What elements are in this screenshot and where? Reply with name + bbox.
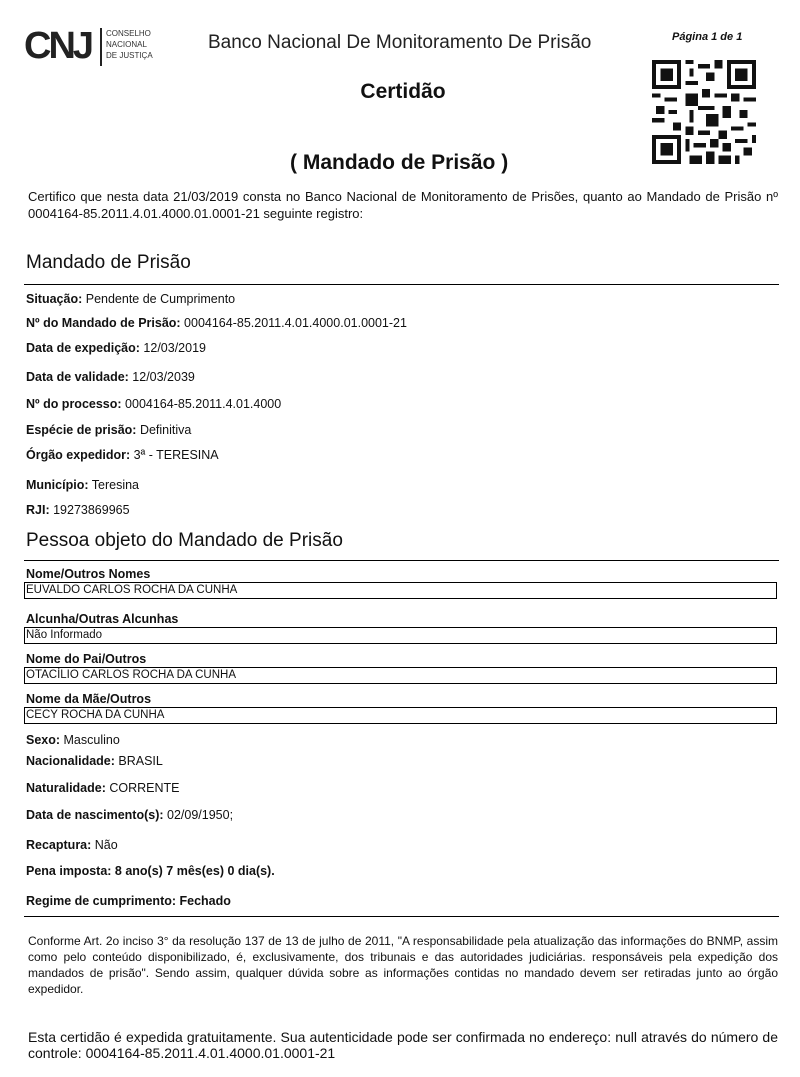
field-label: Data de nascimento(s): <box>26 808 164 822</box>
field-recaptura <box>26 838 118 852</box>
mother-name-label: Nome da Mãe/Outros <box>26 692 152 706</box>
field-label: Nº do processo: <box>26 397 122 411</box>
name-box: EUVALDO CARLOS ROCHA DA CUNHA <box>24 582 777 599</box>
field-label: RJI: <box>26 503 50 517</box>
intro-text: Certifico que nesta data 21/03/2019 consta no Banco Nacional de Monitoramento de Prisões, quanto ao Mandado de Prisão nº 0004164-85.2011.4.01.4000.01.0001-21 seguinte registro: <box>28 189 778 221</box>
field-value: 19273869965 <box>49 503 130 517</box>
certificate-title-text: Certidão <box>360 80 446 103</box>
section-divider <box>24 560 779 561</box>
alias-box: Não Informado <box>24 627 777 644</box>
field-data-validade <box>26 370 195 384</box>
field-value: BRASIL <box>114 754 163 768</box>
field-label: Naturalidade: <box>26 781 106 795</box>
field-data-expedicao <box>26 341 206 355</box>
father-name-box: OTACÍLIO CARLOS ROCHA DA CUNHA <box>24 667 777 684</box>
field-sexo <box>26 733 120 747</box>
logo-text-line: CONSELHO <box>106 29 151 38</box>
field-naturalidade <box>26 781 180 795</box>
field-nacionalidade <box>26 754 163 768</box>
field-value: 12/03/2019 <box>139 341 206 355</box>
field-numero-mandado <box>26 316 407 330</box>
logo-text-line: DE JUSTIÇA <box>106 51 153 60</box>
alias-label: Alcunha/Outras Alcunhas <box>26 612 179 626</box>
field-value: 0004164-85.2011.4.01.4000.01.0001-21 <box>180 316 407 330</box>
field-pena-imposta <box>26 864 275 878</box>
field-label: Município: <box>26 478 89 492</box>
authenticity-footer: Esta certidão é expedida gratuitamente. Sua autenticidade pode ser confirmada no endereço: null através do número de controle: 0004164-85.2011.4.01.4000.01.0001-21 <box>28 1029 778 1061</box>
logo-text <box>106 28 153 61</box>
name-label: Nome/Outros Nomes <box>26 567 151 581</box>
field-value: Masculino <box>60 733 120 747</box>
logo-divider <box>100 28 102 66</box>
section-divider <box>24 284 779 285</box>
field-orgao-expedidor <box>26 448 219 462</box>
certificate-subtitle: ( Mandado de Prisão ) <box>290 151 509 174</box>
field-label: Pena imposta: <box>26 864 112 878</box>
father-name-label: Nome do Pai/Outros <box>26 652 147 666</box>
field-rji <box>26 503 130 517</box>
warrant-section-title: Mandado de Prisão <box>26 252 191 273</box>
field-situacao <box>26 292 235 306</box>
field-numero-processo <box>26 397 281 411</box>
field-regime <box>26 894 231 908</box>
field-label: Nacionalidade: <box>26 754 115 768</box>
field-value: 8 ano(s) 7 mês(es) 0 dia(s). <box>111 864 275 878</box>
field-value: Não <box>91 838 118 852</box>
page-number: Página 1 de 1 <box>672 31 743 43</box>
field-value: 02/09/1950; <box>163 808 234 822</box>
field-label: Sexo: <box>26 733 61 747</box>
qr-code-icon <box>652 60 756 164</box>
field-label: Data de expedição: <box>26 341 140 355</box>
field-value: CORRENTE <box>105 781 180 795</box>
logo-mark: CNJ <box>24 25 92 67</box>
logo-text-line: NACIONAL <box>106 40 147 49</box>
section-divider <box>24 916 779 917</box>
mother-name-box: CECY ROCHA DA CUNHA <box>24 707 777 724</box>
field-value: Definitiva <box>136 423 192 437</box>
field-especie-prisao <box>26 423 191 437</box>
legal-notice: Conforme Art. 2o inciso 3° da resolução 137 de 13 de julho de 2011, "A responsabilidade pela atualização das informações do BNMP, assim como pelo conteúdo disponibilizado, é, exclusivamente, dos tribunais e das autoridades judiciárias. responsáveis pela expedição dos mandados de prisão". Sendo assim, qualquer dúvida sobre as informações contidas no mandado devem ser retiradas junto ao órgão expedidor. <box>28 934 778 996</box>
field-data-nascimento <box>26 808 233 822</box>
field-label: Espécie de prisão: <box>26 423 137 437</box>
field-label: Regime de cumprimento: <box>26 894 177 908</box>
header-title: Banco Nacional De Monitoramento De Prisão <box>208 32 592 53</box>
field-value: 0004164-85.2011.4.01.4000 <box>121 397 282 411</box>
field-label: Órgão expedidor: <box>26 448 131 462</box>
field-label: Data de validade: <box>26 370 129 384</box>
field-value: 3ª - TERESINA <box>130 448 219 462</box>
field-label: Nº do Mandado de Prisão: <box>26 316 181 330</box>
person-section-title: Pessoa objeto do Mandado de Prisão <box>26 530 343 551</box>
cnj-logo <box>24 22 174 70</box>
field-value: Fechado <box>176 894 231 908</box>
field-label: Recaptura: <box>26 838 92 852</box>
field-value: Pendente de Cumprimento <box>82 292 236 306</box>
field-value: 12/03/2039 <box>128 370 195 384</box>
field-municipio <box>26 478 139 492</box>
field-value: Teresina <box>88 478 139 492</box>
field-label: Situação: <box>26 292 83 306</box>
